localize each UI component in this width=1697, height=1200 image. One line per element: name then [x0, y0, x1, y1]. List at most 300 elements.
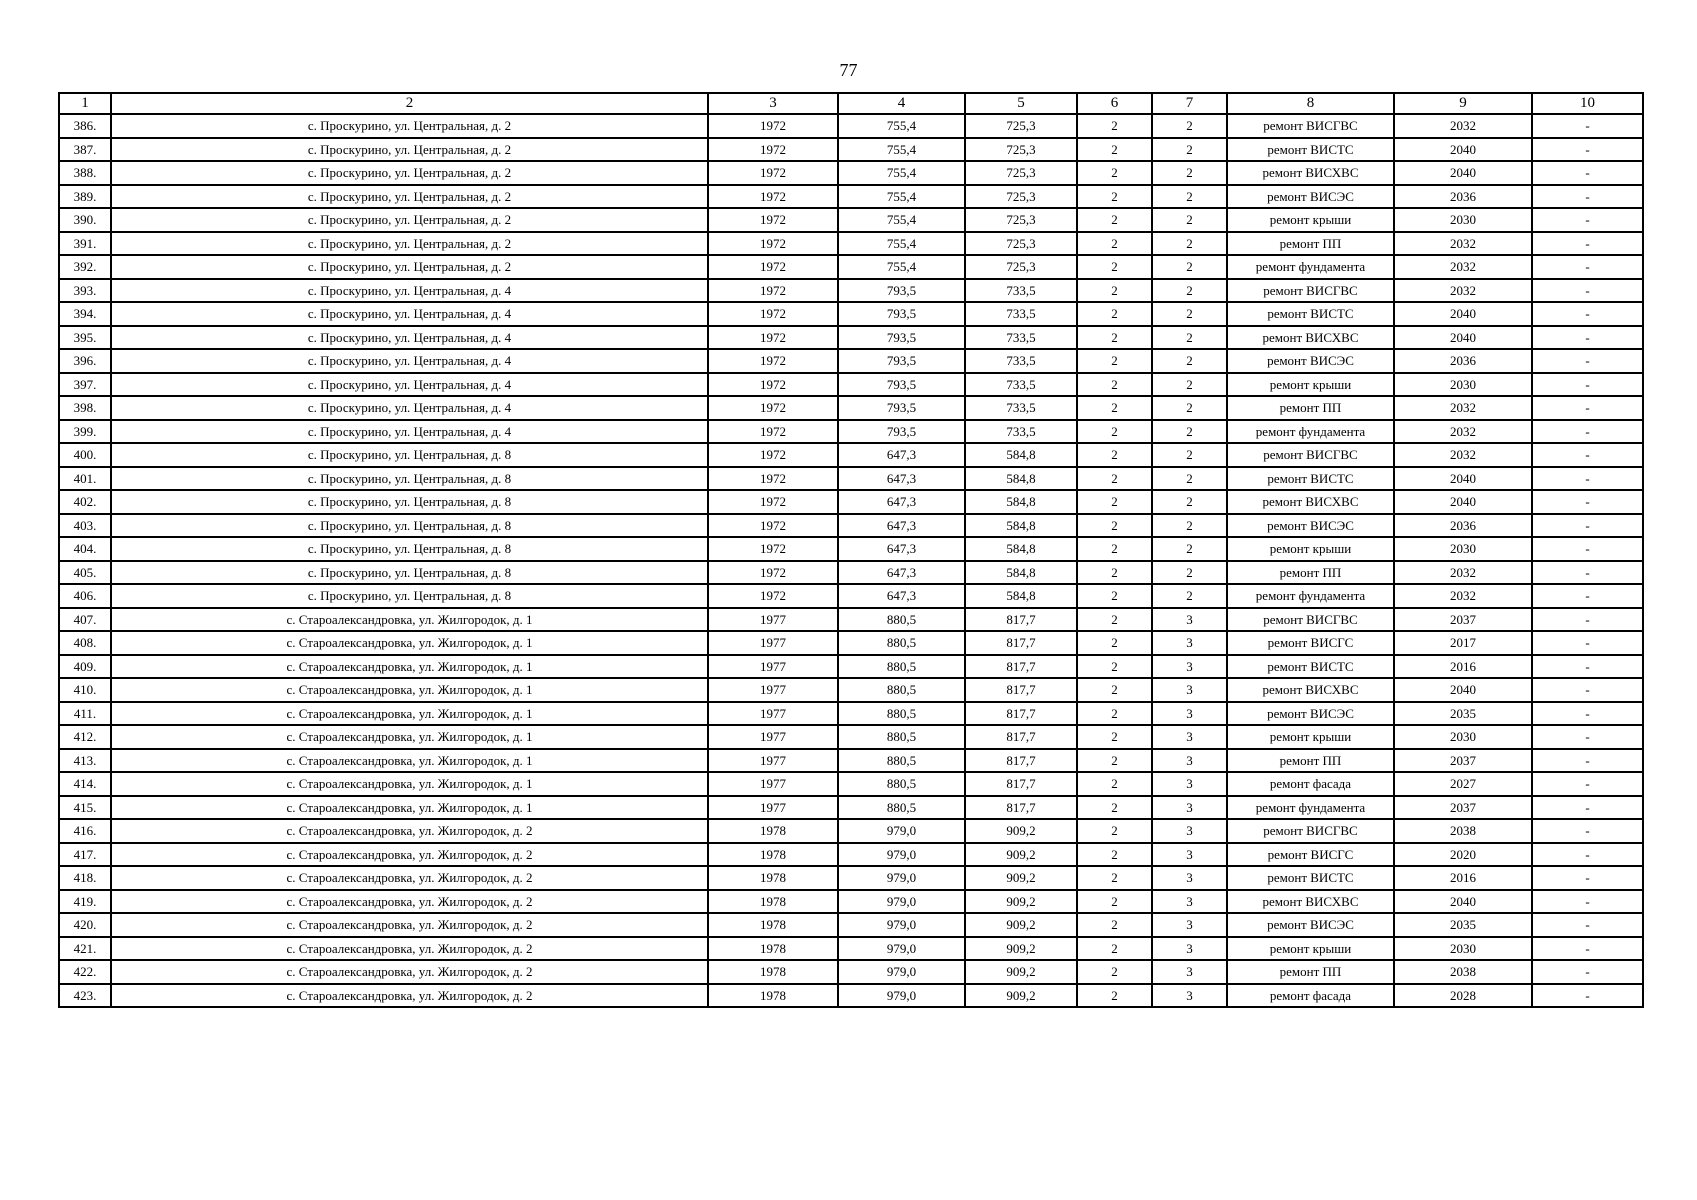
- address-cell: с. Проскурино, ул. Центральная, д. 4: [111, 396, 708, 420]
- address-cell: с. Староалександровка, ул. Жилгородок, д. 2: [111, 866, 708, 890]
- living-area-cell: 733,5: [965, 326, 1077, 350]
- planned-year-cell: 2030: [1394, 537, 1532, 561]
- living-area-cell: 733,5: [965, 349, 1077, 373]
- living-area-cell: 909,2: [965, 913, 1077, 937]
- living-area-cell: 584,8: [965, 537, 1077, 561]
- year-cell: 1972: [708, 373, 838, 397]
- table-row: [59, 772, 1643, 796]
- entrances-cell: 2: [1152, 467, 1227, 491]
- work-type-cell: ремонт фундамента: [1227, 255, 1394, 279]
- entrances-cell: 2: [1152, 302, 1227, 326]
- planned-year-cell: 2032: [1394, 396, 1532, 420]
- note-cell: -: [1532, 514, 1643, 538]
- entrances-cell: 2: [1152, 138, 1227, 162]
- address-cell: с. Староалександровка, ул. Жилгородок, д. 2: [111, 960, 708, 984]
- planned-year-cell: 2032: [1394, 420, 1532, 444]
- note-cell: -: [1532, 138, 1643, 162]
- note-cell: -: [1532, 279, 1643, 303]
- year-cell: 1972: [708, 396, 838, 420]
- total-area-cell: 647,3: [838, 537, 965, 561]
- row-number-cell: 390.: [59, 208, 111, 232]
- note-cell: -: [1532, 960, 1643, 984]
- row-number-cell: 394.: [59, 302, 111, 326]
- planned-year-cell: 2016: [1394, 655, 1532, 679]
- work-type-cell: ремонт крыши: [1227, 725, 1394, 749]
- living-area-cell: 725,3: [965, 185, 1077, 209]
- floors-cell: 2: [1077, 232, 1152, 256]
- table-row: [59, 655, 1643, 679]
- planned-year-cell: 2030: [1394, 725, 1532, 749]
- year-cell: 1977: [708, 702, 838, 726]
- floors-cell: 2: [1077, 373, 1152, 397]
- year-cell: 1972: [708, 467, 838, 491]
- table-row: [59, 725, 1643, 749]
- living-area-cell: 909,2: [965, 819, 1077, 843]
- floors-cell: 2: [1077, 443, 1152, 467]
- living-area-cell: 817,7: [965, 678, 1077, 702]
- planned-year-cell: 2040: [1394, 161, 1532, 185]
- table-row: [59, 537, 1643, 561]
- floors-cell: 2: [1077, 302, 1152, 326]
- planned-year-cell: 2017: [1394, 631, 1532, 655]
- note-cell: -: [1532, 913, 1643, 937]
- living-area-cell: 909,2: [965, 960, 1077, 984]
- total-area-cell: 880,5: [838, 725, 965, 749]
- table-row: [59, 373, 1643, 397]
- table-row: [59, 349, 1643, 373]
- entrances-cell: 2: [1152, 514, 1227, 538]
- planned-year-cell: 2040: [1394, 490, 1532, 514]
- year-cell: 1972: [708, 185, 838, 209]
- work-type-cell: ремонт ВИСЭС: [1227, 349, 1394, 373]
- note-cell: -: [1532, 255, 1643, 279]
- work-type-cell: ремонт ВИСХВС: [1227, 161, 1394, 185]
- year-cell: 1977: [708, 772, 838, 796]
- year-cell: 1972: [708, 161, 838, 185]
- row-number-cell: 393.: [59, 279, 111, 303]
- column-header: 9: [1394, 93, 1532, 114]
- note-cell: -: [1532, 420, 1643, 444]
- total-area-cell: 793,5: [838, 420, 965, 444]
- table-row: [59, 584, 1643, 608]
- address-cell: с. Староалександровка, ул. Жилгородок, д. 1: [111, 772, 708, 796]
- living-area-cell: 909,2: [965, 937, 1077, 961]
- planned-year-cell: 2036: [1394, 349, 1532, 373]
- total-area-cell: 647,3: [838, 584, 965, 608]
- floors-cell: 2: [1077, 655, 1152, 679]
- work-type-cell: ремонт ВИСГВС: [1227, 279, 1394, 303]
- row-number-cell: 411.: [59, 702, 111, 726]
- planned-year-cell: 2020: [1394, 843, 1532, 867]
- planned-year-cell: 2032: [1394, 114, 1532, 138]
- address-cell: с. Проскурино, ул. Центральная, д. 2: [111, 161, 708, 185]
- planned-year-cell: 2032: [1394, 443, 1532, 467]
- note-cell: -: [1532, 843, 1643, 867]
- living-area-cell: 725,3: [965, 161, 1077, 185]
- address-cell: с. Проскурино, ул. Центральная, д. 4: [111, 279, 708, 303]
- planned-year-cell: 2032: [1394, 584, 1532, 608]
- year-cell: 1972: [708, 302, 838, 326]
- living-area-cell: 817,7: [965, 772, 1077, 796]
- floors-cell: 2: [1077, 890, 1152, 914]
- work-type-cell: ремонт ПП: [1227, 960, 1394, 984]
- planned-year-cell: 2040: [1394, 302, 1532, 326]
- total-area-cell: 793,5: [838, 302, 965, 326]
- address-cell: с. Проскурино, ул. Центральная, д. 2: [111, 232, 708, 256]
- table-row: [59, 185, 1643, 209]
- row-number-cell: 386.: [59, 114, 111, 138]
- table-row: [59, 208, 1643, 232]
- row-number-cell: 399.: [59, 420, 111, 444]
- note-cell: -: [1532, 631, 1643, 655]
- note-cell: -: [1532, 937, 1643, 961]
- column-header: 2: [111, 93, 708, 114]
- work-type-cell: ремонт крыши: [1227, 373, 1394, 397]
- work-type-cell: ремонт ВИСТС: [1227, 866, 1394, 890]
- table-row: [59, 326, 1643, 350]
- work-type-cell: ремонт ВИСЭС: [1227, 702, 1394, 726]
- column-header: 1: [59, 93, 111, 114]
- work-type-cell: ремонт крыши: [1227, 208, 1394, 232]
- total-area-cell: 793,5: [838, 326, 965, 350]
- row-number-cell: 421.: [59, 937, 111, 961]
- floors-cell: 2: [1077, 326, 1152, 350]
- row-number-cell: 412.: [59, 725, 111, 749]
- year-cell: 1978: [708, 890, 838, 914]
- note-cell: -: [1532, 326, 1643, 350]
- living-area-cell: 584,8: [965, 584, 1077, 608]
- note-cell: -: [1532, 185, 1643, 209]
- table-row: [59, 960, 1643, 984]
- living-area-cell: 725,3: [965, 138, 1077, 162]
- entrances-cell: 3: [1152, 608, 1227, 632]
- floors-cell: 2: [1077, 138, 1152, 162]
- table-row: [59, 866, 1643, 890]
- planned-year-cell: 2036: [1394, 514, 1532, 538]
- row-number-cell: 423.: [59, 984, 111, 1008]
- total-area-cell: 979,0: [838, 960, 965, 984]
- floors-cell: 2: [1077, 843, 1152, 867]
- living-area-cell: 817,7: [965, 796, 1077, 820]
- row-number-cell: 401.: [59, 467, 111, 491]
- work-type-cell: ремонт ВИСЭС: [1227, 185, 1394, 209]
- year-cell: 1972: [708, 443, 838, 467]
- living-area-cell: 725,3: [965, 208, 1077, 232]
- floors-cell: 2: [1077, 255, 1152, 279]
- total-area-cell: 755,4: [838, 114, 965, 138]
- entrances-cell: 2: [1152, 255, 1227, 279]
- total-area-cell: 755,4: [838, 185, 965, 209]
- row-number-cell: 388.: [59, 161, 111, 185]
- year-cell: 1972: [708, 349, 838, 373]
- note-cell: -: [1532, 866, 1643, 890]
- address-cell: с. Староалександровка, ул. Жилгородок, д. 1: [111, 725, 708, 749]
- address-cell: с. Проскурино, ул. Центральная, д. 2: [111, 185, 708, 209]
- column-header: 7: [1152, 93, 1227, 114]
- year-cell: 1978: [708, 819, 838, 843]
- table-row: [59, 255, 1643, 279]
- floors-cell: 2: [1077, 584, 1152, 608]
- table-row: [59, 796, 1643, 820]
- floors-cell: 2: [1077, 631, 1152, 655]
- year-cell: 1972: [708, 255, 838, 279]
- note-cell: -: [1532, 819, 1643, 843]
- column-header: 10: [1532, 93, 1643, 114]
- living-area-cell: 733,5: [965, 279, 1077, 303]
- table-row: [59, 467, 1643, 491]
- planned-year-cell: 2040: [1394, 467, 1532, 491]
- planned-year-cell: 2038: [1394, 819, 1532, 843]
- floors-cell: 2: [1077, 537, 1152, 561]
- planned-year-cell: 2035: [1394, 702, 1532, 726]
- floors-cell: 2: [1077, 772, 1152, 796]
- entrances-cell: 2: [1152, 349, 1227, 373]
- entrances-cell: 3: [1152, 702, 1227, 726]
- floors-cell: 2: [1077, 185, 1152, 209]
- work-type-cell: ремонт ВИСГВС: [1227, 819, 1394, 843]
- row-number-cell: 406.: [59, 584, 111, 608]
- year-cell: 1972: [708, 514, 838, 538]
- table-row: [59, 819, 1643, 843]
- floors-cell: 2: [1077, 725, 1152, 749]
- entrances-cell: 2: [1152, 232, 1227, 256]
- year-cell: 1972: [708, 232, 838, 256]
- floors-cell: 2: [1077, 490, 1152, 514]
- table-row: [59, 161, 1643, 185]
- work-type-cell: ремонт фундамента: [1227, 796, 1394, 820]
- planned-year-cell: 2032: [1394, 561, 1532, 585]
- planned-year-cell: 2032: [1394, 255, 1532, 279]
- entrances-cell: 3: [1152, 796, 1227, 820]
- floors-cell: 2: [1077, 396, 1152, 420]
- table-row: [59, 913, 1643, 937]
- note-cell: -: [1532, 702, 1643, 726]
- year-cell: 1977: [708, 631, 838, 655]
- planned-year-cell: 2037: [1394, 608, 1532, 632]
- floors-cell: 2: [1077, 866, 1152, 890]
- note-cell: -: [1532, 561, 1643, 585]
- address-cell: с. Проскурино, ул. Центральная, д. 2: [111, 208, 708, 232]
- living-area-cell: 733,5: [965, 373, 1077, 397]
- address-cell: с. Проскурино, ул. Центральная, д. 2: [111, 255, 708, 279]
- floors-cell: 2: [1077, 279, 1152, 303]
- column-header: 6: [1077, 93, 1152, 114]
- year-cell: 1978: [708, 843, 838, 867]
- planned-year-cell: 2032: [1394, 279, 1532, 303]
- row-number-cell: 392.: [59, 255, 111, 279]
- address-cell: с. Староалександровка, ул. Жилгородок, д. 1: [111, 702, 708, 726]
- total-area-cell: 880,5: [838, 631, 965, 655]
- entrances-cell: 3: [1152, 843, 1227, 867]
- table-row: [59, 702, 1643, 726]
- address-cell: с. Проскурино, ул. Центральная, д. 4: [111, 302, 708, 326]
- year-cell: 1978: [708, 937, 838, 961]
- work-type-cell: ремонт ВИСТС: [1227, 138, 1394, 162]
- table-row: [59, 279, 1643, 303]
- entrances-cell: 2: [1152, 161, 1227, 185]
- address-cell: с. Староалександровка, ул. Жилгородок, д. 2: [111, 913, 708, 937]
- entrances-cell: 3: [1152, 984, 1227, 1008]
- address-cell: с. Проскурино, ул. Центральная, д. 8: [111, 561, 708, 585]
- floors-cell: 2: [1077, 608, 1152, 632]
- planned-year-cell: 2040: [1394, 138, 1532, 162]
- table-row: [59, 608, 1643, 632]
- total-area-cell: 880,5: [838, 772, 965, 796]
- address-cell: с. Проскурино, ул. Центральная, д. 8: [111, 514, 708, 538]
- address-cell: с. Староалександровка, ул. Жилгородок, д. 2: [111, 843, 708, 867]
- note-cell: -: [1532, 232, 1643, 256]
- entrances-cell: 2: [1152, 490, 1227, 514]
- work-type-cell: ремонт фундамента: [1227, 584, 1394, 608]
- floors-cell: 2: [1077, 819, 1152, 843]
- address-cell: с. Проскурино, ул. Центральная, д. 8: [111, 490, 708, 514]
- entrances-cell: 3: [1152, 890, 1227, 914]
- entrances-cell: 3: [1152, 960, 1227, 984]
- note-cell: -: [1532, 490, 1643, 514]
- row-number-cell: 420.: [59, 913, 111, 937]
- work-type-cell: ремонт крыши: [1227, 537, 1394, 561]
- column-header: 5: [965, 93, 1077, 114]
- total-area-cell: 979,0: [838, 913, 965, 937]
- total-area-cell: 647,3: [838, 561, 965, 585]
- row-number-cell: 396.: [59, 349, 111, 373]
- living-area-cell: 909,2: [965, 843, 1077, 867]
- planned-year-cell: 2032: [1394, 232, 1532, 256]
- living-area-cell: 817,7: [965, 702, 1077, 726]
- note-cell: -: [1532, 349, 1643, 373]
- total-area-cell: 755,4: [838, 161, 965, 185]
- address-cell: с. Проскурино, ул. Центральная, д. 8: [111, 467, 708, 491]
- column-header: 8: [1227, 93, 1394, 114]
- year-cell: 1977: [708, 796, 838, 820]
- living-area-cell: 909,2: [965, 866, 1077, 890]
- entrances-cell: 3: [1152, 866, 1227, 890]
- year-cell: 1972: [708, 584, 838, 608]
- row-number-cell: 387.: [59, 138, 111, 162]
- row-number-cell: 422.: [59, 960, 111, 984]
- work-type-cell: ремонт ВИСЭС: [1227, 913, 1394, 937]
- total-area-cell: 793,5: [838, 396, 965, 420]
- living-area-cell: 733,5: [965, 396, 1077, 420]
- year-cell: 1977: [708, 655, 838, 679]
- year-cell: 1977: [708, 725, 838, 749]
- work-type-cell: ремонт ВИСГС: [1227, 631, 1394, 655]
- row-number-cell: 414.: [59, 772, 111, 796]
- row-number-cell: 405.: [59, 561, 111, 585]
- address-cell: с. Староалександровка, ул. Жилгородок, д. 1: [111, 749, 708, 773]
- address-cell: с. Проскурино, ул. Центральная, д. 8: [111, 584, 708, 608]
- work-type-cell: ремонт ВИСТС: [1227, 467, 1394, 491]
- total-area-cell: 647,3: [838, 490, 965, 514]
- total-area-cell: 647,3: [838, 467, 965, 491]
- entrances-cell: 3: [1152, 937, 1227, 961]
- year-cell: 1977: [708, 749, 838, 773]
- address-cell: с. Староалександровка, ул. Жилгородок, д. 1: [111, 608, 708, 632]
- entrances-cell: 2: [1152, 279, 1227, 303]
- address-cell: с. Проскурино, ул. Центральная, д. 4: [111, 373, 708, 397]
- work-type-cell: ремонт крыши: [1227, 937, 1394, 961]
- entrances-cell: 2: [1152, 537, 1227, 561]
- planned-year-cell: 2037: [1394, 796, 1532, 820]
- table-row: [59, 114, 1643, 138]
- row-number-cell: 413.: [59, 749, 111, 773]
- work-type-cell: ремонт фасада: [1227, 984, 1394, 1008]
- table-row: [59, 843, 1643, 867]
- total-area-cell: 979,0: [838, 890, 965, 914]
- table-row: [59, 514, 1643, 538]
- note-cell: -: [1532, 772, 1643, 796]
- year-cell: 1972: [708, 561, 838, 585]
- register-table: [58, 92, 1644, 1008]
- total-area-cell: 979,0: [838, 984, 965, 1008]
- floors-cell: 2: [1077, 678, 1152, 702]
- row-number-cell: 389.: [59, 185, 111, 209]
- total-area-cell: 979,0: [838, 866, 965, 890]
- year-cell: 1972: [708, 114, 838, 138]
- note-cell: -: [1532, 373, 1643, 397]
- address-cell: с. Староалександровка, ул. Жилгородок, д. 2: [111, 984, 708, 1008]
- address-cell: с. Староалександровка, ул. Жилгородок, д. 1: [111, 796, 708, 820]
- entrances-cell: 2: [1152, 114, 1227, 138]
- row-number-cell: 404.: [59, 537, 111, 561]
- entrances-cell: 2: [1152, 420, 1227, 444]
- total-area-cell: 880,5: [838, 608, 965, 632]
- work-type-cell: ремонт ВИСХВС: [1227, 490, 1394, 514]
- address-cell: с. Проскурино, ул. Центральная, д. 2: [111, 114, 708, 138]
- floors-cell: 2: [1077, 467, 1152, 491]
- year-cell: 1972: [708, 279, 838, 303]
- row-number-cell: 391.: [59, 232, 111, 256]
- note-cell: -: [1532, 443, 1643, 467]
- total-area-cell: 880,5: [838, 678, 965, 702]
- living-area-cell: 817,7: [965, 608, 1077, 632]
- header-row: [59, 93, 1643, 114]
- table-row: [59, 984, 1643, 1008]
- row-number-cell: 400.: [59, 443, 111, 467]
- entrances-cell: 2: [1152, 396, 1227, 420]
- table-row: [59, 890, 1643, 914]
- note-cell: -: [1532, 302, 1643, 326]
- address-cell: с. Проскурино, ул. Центральная, д. 4: [111, 326, 708, 350]
- living-area-cell: 909,2: [965, 890, 1077, 914]
- work-type-cell: ремонт фундамента: [1227, 420, 1394, 444]
- work-type-cell: ремонт ВИСЭС: [1227, 514, 1394, 538]
- row-number-cell: 398.: [59, 396, 111, 420]
- table-row: [59, 678, 1643, 702]
- address-cell: с. Проскурино, ул. Центральная, д. 8: [111, 443, 708, 467]
- note-cell: -: [1532, 208, 1643, 232]
- entrances-cell: 2: [1152, 584, 1227, 608]
- total-area-cell: 880,5: [838, 702, 965, 726]
- note-cell: -: [1532, 796, 1643, 820]
- planned-year-cell: 2040: [1394, 678, 1532, 702]
- table-body: [59, 114, 1643, 1007]
- address-cell: с. Староалександровка, ул. Жилгородок, д. 1: [111, 655, 708, 679]
- address-cell: с. Староалександровка, ул. Жилгородок, д. 2: [111, 890, 708, 914]
- planned-year-cell: 2030: [1394, 208, 1532, 232]
- note-cell: -: [1532, 725, 1643, 749]
- entrances-cell: 3: [1152, 749, 1227, 773]
- living-area-cell: 909,2: [965, 984, 1077, 1008]
- address-cell: с. Проскурино, ул. Центральная, д. 4: [111, 420, 708, 444]
- entrances-cell: 2: [1152, 326, 1227, 350]
- work-type-cell: ремонт ПП: [1227, 561, 1394, 585]
- row-number-cell: 402.: [59, 490, 111, 514]
- work-type-cell: ремонт ПП: [1227, 232, 1394, 256]
- work-type-cell: ремонт ВИСГВС: [1227, 443, 1394, 467]
- year-cell: 1977: [708, 678, 838, 702]
- address-cell: с. Староалександровка, ул. Жилгородок, д. 2: [111, 937, 708, 961]
